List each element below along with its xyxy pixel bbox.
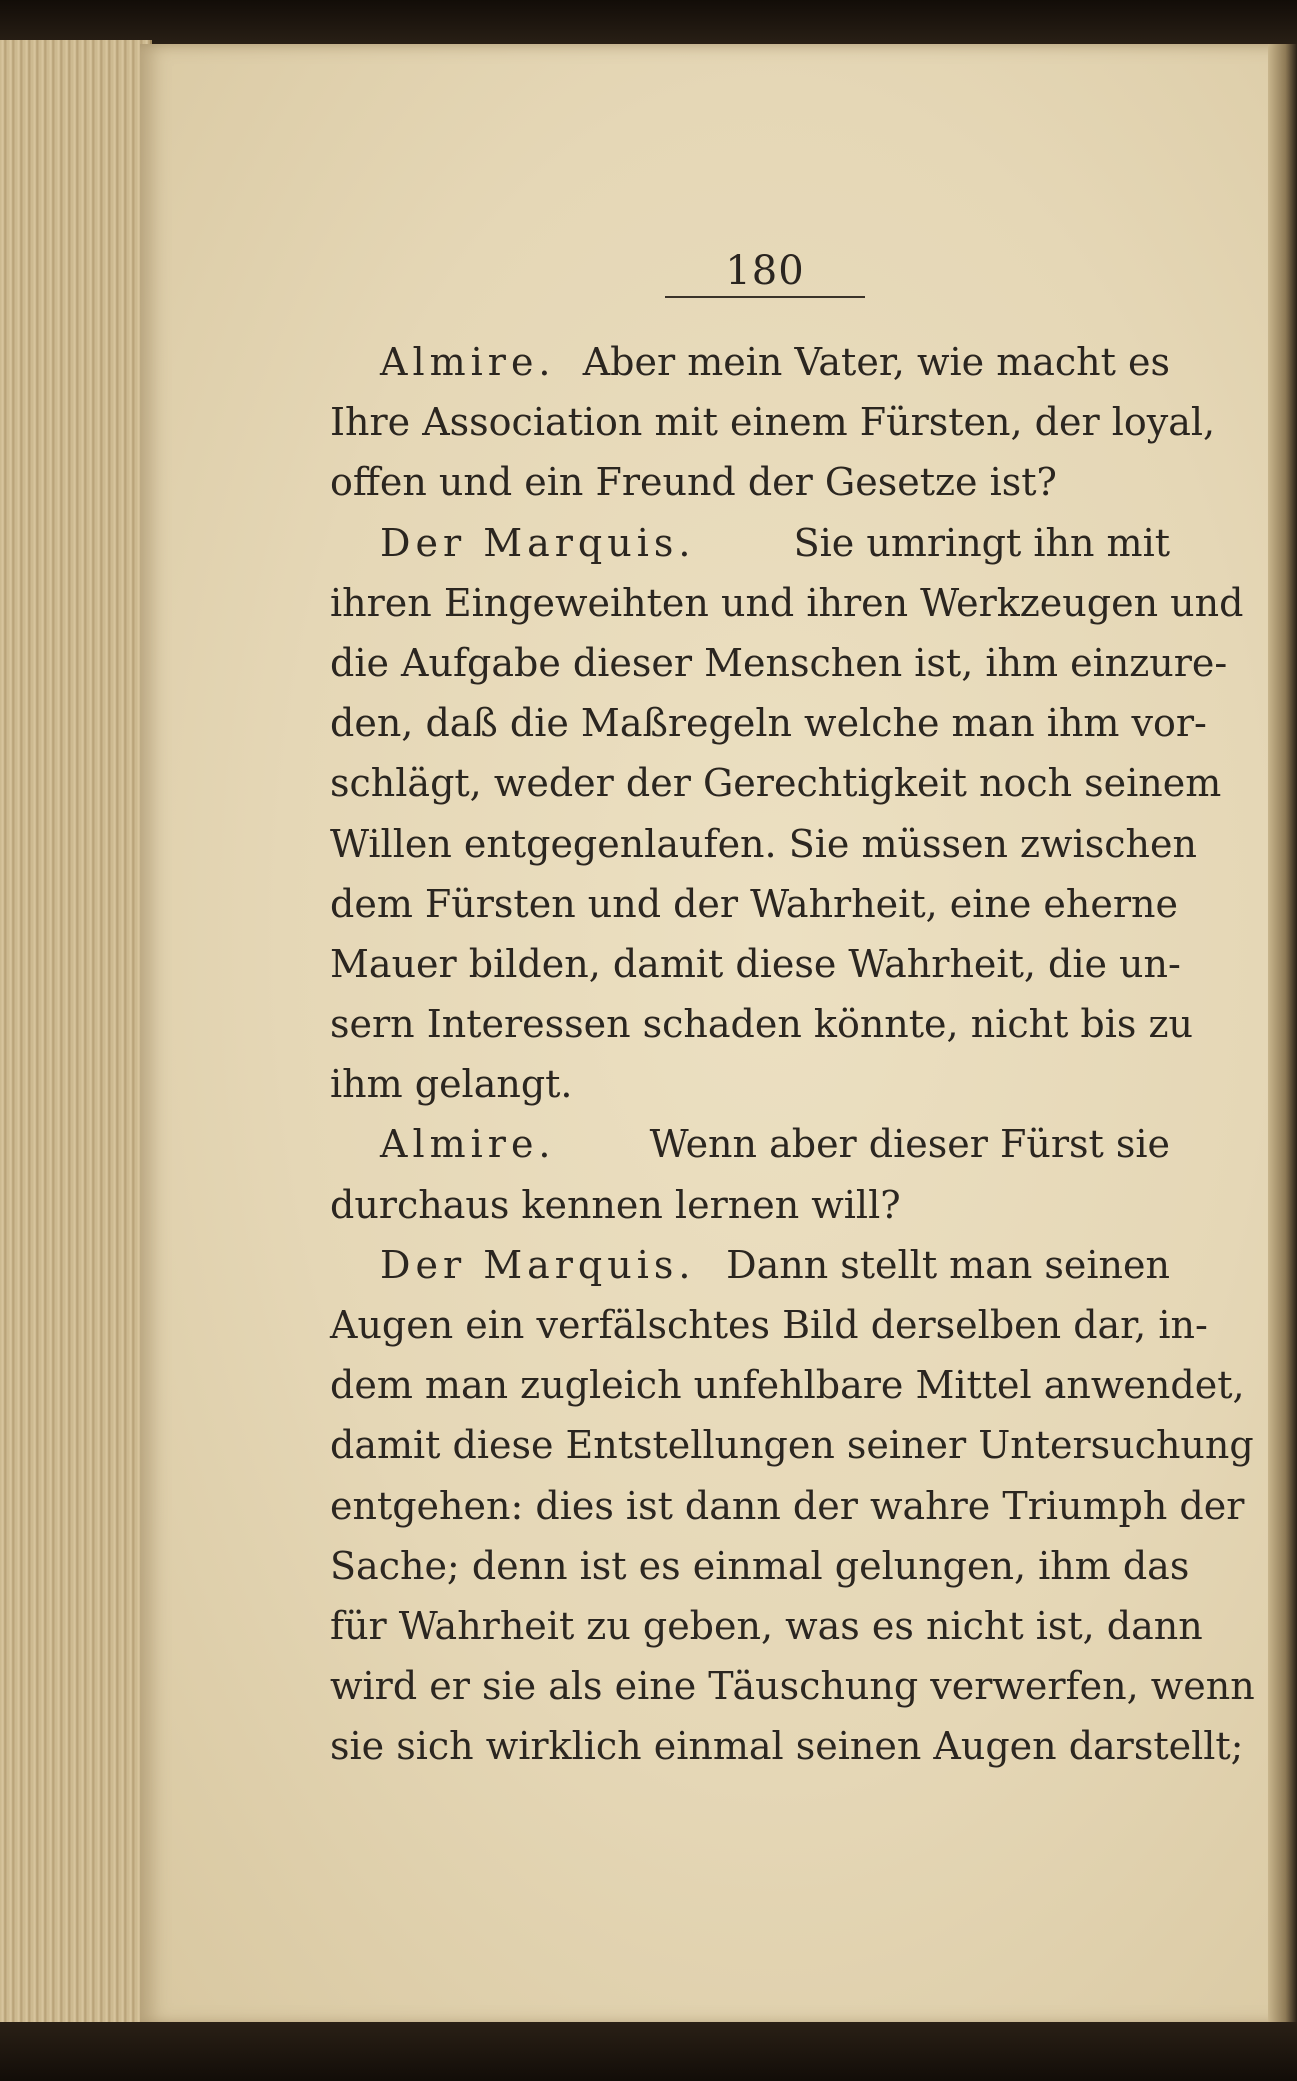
text-line [330,1062,1170,1122]
text-line [330,941,1181,1002]
text-line [330,521,1170,581]
line-text: die Aufgabe dieser Menschen ist, ihm einzure- [330,640,1228,685]
text-line [330,1603,1203,1664]
line-text: Willen entgegenlaufen. Sie müssen zwischen [330,821,1197,866]
text-line [330,460,1170,520]
text-line [330,821,1197,882]
text-line [330,1664,1255,1724]
text-line [330,1183,1170,1243]
line-text: ihren Eingeweihten und ihren Werkzeugen und [330,580,1244,625]
text-line [330,1724,1244,1784]
line-text: dem Fürsten und der Wahrheit, eine eherne [330,881,1179,926]
text-line [330,881,1179,942]
page-text [330,340,1255,1785]
page-number-rule [665,296,865,298]
text-line [330,701,1207,761]
speaker-name: Der Marquis. [380,520,696,565]
line-text: entgehen: dies ist dann der wahre Triumph der [330,1483,1245,1528]
line-text: Sache; denn ist es einmal gelungen, ihm das [330,1543,1190,1588]
top-binding [0,0,1297,48]
text-line [330,1423,1254,1483]
line-text: sie sich wirklich einmal seinen Augen darstellt; [330,1724,1244,1769]
line-text: den, daß die Maßregeln welche man ihm vor- [330,701,1207,746]
line-text: durchaus kennen lernen will? [330,1182,901,1227]
text-line [330,1363,1245,1423]
line-text: Dann stellt man seinen [726,1242,1170,1287]
text-line [330,1303,1208,1363]
line-text: sern Interessen schaden könnte, nicht bis zu [330,1002,1193,1047]
line-text: dem man zugleich unfehlbare Mittel anwendet, [330,1363,1245,1408]
text-line [330,761,1222,821]
speaker-name: Almire. [380,1122,556,1167]
page-stack-edge [0,40,152,2025]
text-line [330,340,1170,400]
text-line [330,1122,1170,1182]
page-right-edge [1268,44,1297,2025]
bottom-binding [0,2022,1297,2081]
line-text: Wenn aber dieser Fürst sie [649,1122,1170,1167]
line-text: Sie umringt ihn mit [793,520,1170,565]
text-line [330,1002,1193,1062]
text-line [330,580,1244,641]
text-line [330,1483,1245,1544]
line-text: Ihre Association mit einem Fürsten, der loyal, [330,400,1216,445]
line-text: für Wahrheit zu geben, was es nicht ist, dann [330,1603,1203,1648]
line-text: Augen ein verfälschtes Bild derselben dar, in- [330,1303,1208,1347]
text-line [330,1243,1170,1303]
line-text: schlägt, weder der Gerechtigkeit noch seinem [330,761,1222,806]
line-text: Mauer bilden, damit diese Wahrheit, die un- [330,941,1181,986]
line-text: ihm gelangt. [330,1062,573,1107]
speaker-name: Almire. [380,340,556,384]
text-line [330,400,1216,460]
line-text: wird er sie als eine Täuschung verwerfen, wenn [330,1664,1255,1709]
page-number: 180 [725,248,805,294]
line-text: offen und ein Freund der Gesetze ist? [330,460,1057,505]
speaker-name: Der Marquis. [380,1242,696,1287]
line-text: damit diese Entstellungen seiner Untersuchung [330,1423,1254,1468]
text-line [330,1543,1190,1604]
text-line [330,640,1228,701]
line-text: Aber mein Vater, wie macht es [582,340,1170,384]
